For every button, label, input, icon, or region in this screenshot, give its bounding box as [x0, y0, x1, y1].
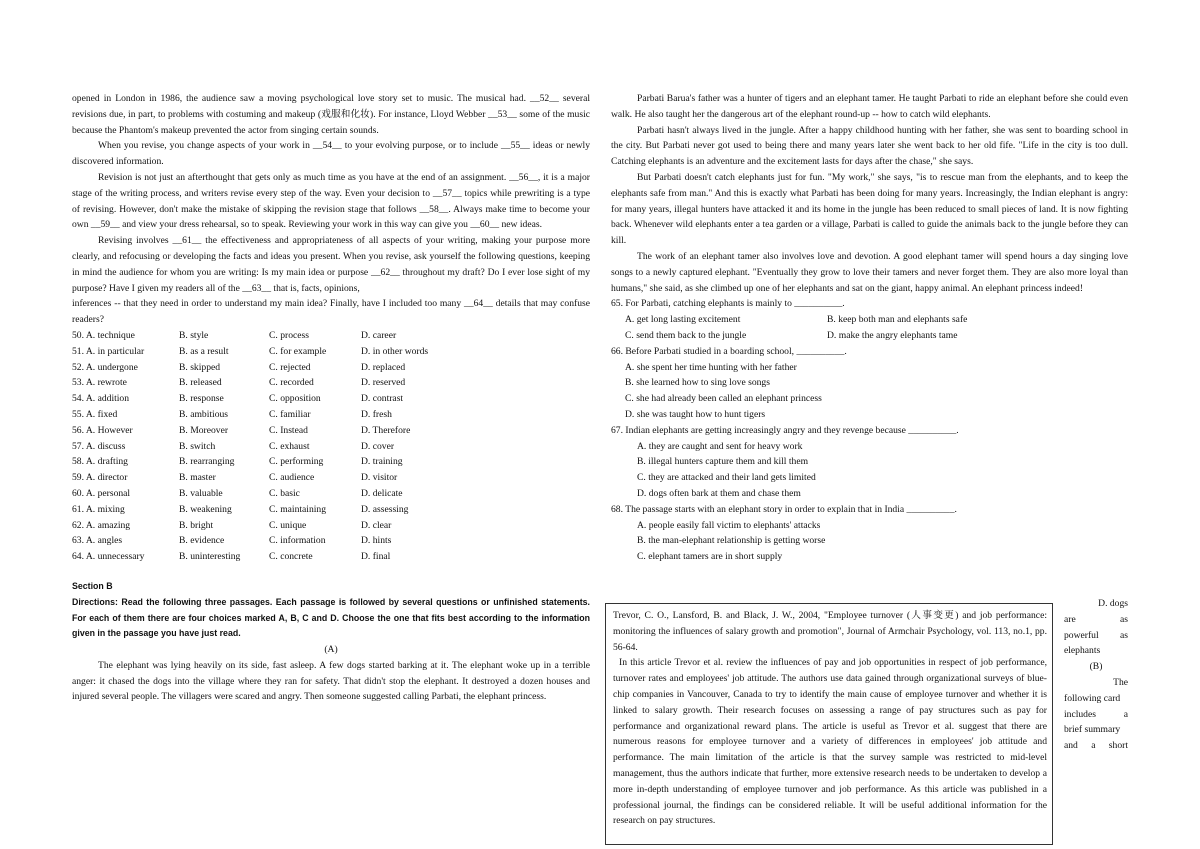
option-choice: D. fresh: [361, 408, 392, 420]
option-row: [72, 439, 590, 455]
option-row: [72, 486, 590, 502]
option-choice: D. assessing: [361, 503, 409, 515]
reference-card: [605, 603, 1053, 845]
question-66: 66. Before Parbati studied in a boarding school, __________.: [611, 345, 847, 357]
option-choice: 53. A. rewrote: [72, 377, 127, 389]
q66-option-a: A. she spent her time hunting with her father: [625, 361, 797, 373]
side-line-4: elephants: [1064, 645, 1101, 657]
option-choice: B. evidence: [179, 535, 225, 547]
passage-a-intro: The elephant was lying heavily on its side, fast asleep. A few dogs started barking at it. The elephant woke up in a terrible anger: it chased the dogs into the village where they ran for safety. That didn't stop the elephant. It destroyed a dozen houses and injured several people. The villagers were scared and angry. Then someone suggested calling Parbati, the elephant princess.: [72, 659, 590, 703]
option-row: [72, 533, 590, 549]
q66-option-d: D. she was taught how to hunt tigers: [625, 408, 766, 420]
left-column: [72, 91, 590, 705]
option-choice: B. bright: [179, 519, 214, 531]
q67-option-d: D. dogs often bark at them and chase them: [637, 487, 801, 499]
option-choice: B. rearranging: [179, 456, 235, 468]
option-choice: D. contrast: [361, 393, 404, 405]
q65-option-d: D. make the angry elephants tame: [827, 329, 958, 341]
q68-option-b: B. the man-elephant relationship is getting worse: [637, 535, 826, 547]
side-line-2: are as: [1064, 613, 1128, 625]
option-row: [72, 407, 590, 423]
option-choice: D. Therefore: [361, 424, 411, 436]
q67-option-c: C. they are attacked and their land gets limited: [637, 472, 816, 484]
section-directions: Directions: Read the following three passages. Each passage is followed by several questions or unfinished statements. For each of them there are four choices marked A, B, C and D. Choose the one that fits best according to the information given in the passage you have just read.: [72, 596, 590, 639]
q65-option-c: C. send them back to the jungle: [625, 329, 747, 341]
option-choice: 62. A. amazing: [72, 519, 131, 531]
option-choice: D. training: [361, 456, 403, 468]
option-choice: D. in other words: [361, 345, 429, 357]
side-line-1: D. dogs: [1098, 598, 1128, 609]
side-text: [1064, 596, 1128, 754]
passage-a-p2: Parbati Barua's father was a hunter of tigers and an elephant tamer. He taught Parbati to ride an elephant before she could even walk. He also taught her the dangerous art of the elephant round-up -- how to catch wild elephants.: [611, 93, 1128, 120]
q68-option-a: A. people easily fall victim to elephants' attacks: [637, 519, 821, 531]
side-line-5: (B): [1089, 661, 1103, 673]
option-choice: D. reserved: [361, 377, 406, 389]
option-choice: C. familiar: [269, 408, 311, 420]
passage-a-p3: Parbati hasn't always lived in the jungle. After a happy childhood hunting with her father, she was sent to boarding school in the city. But Parbati never got used to being there and many years later she went back to her old fife. "Life in the city is too dull. Catching elephants is an adventure and the excitement lasts for days after the chase," she says.: [611, 124, 1128, 168]
paragraph-revise-1: When you revise, you change aspects of your work in __54__ to your evolving purpose, or to include __55__ ideas or newly discovered information.: [72, 140, 590, 168]
side-line-8: includes a: [1064, 708, 1128, 720]
option-choice: C. process: [269, 329, 309, 341]
passage-a-p5: The work of an elephant tamer also involves love and devotion. A good elephant tamer will spend hours a day singing love songs to a newly captured elephant. "Eventually they grow to love their tamers and never forget them. They are also more loyal than humans," she said, as she climbed up one of her elephants and sat on the giant, happy animal. An elephant princess indeed!: [611, 250, 1128, 294]
option-choice: B. style: [179, 329, 209, 341]
option-choice: 54. A. addition: [72, 393, 130, 405]
option-row: [72, 328, 590, 344]
option-choice: 57. A. discuss: [72, 440, 126, 452]
option-choice: C. recorded: [269, 377, 314, 389]
option-choice: B. response: [179, 393, 224, 405]
paragraph-revise-3: Revising involves __61__ the effectiveness and appropriateness of all aspects of your writing, making your purpose more clearly, and refocusing or developing the facts and ideas you present. When you revise, ask yourself the following questions, keeping in mind the audience for whom you are writing: Is my main idea or purpose __62__ throughout my draft? Do I ever lose sight of my purpose? Have I given my readers all of the __63__ that is, facts, opinions,: [72, 235, 590, 294]
q67-option-b: B. illegal hunters capture them and kill them: [637, 456, 809, 468]
passage-label: (A): [324, 644, 338, 656]
option-choice: C. basic: [269, 487, 300, 499]
right-column: [611, 91, 1128, 565]
option-row: [72, 360, 590, 376]
q65-row-2: [611, 328, 1128, 344]
option-choice: D. final: [361, 551, 391, 563]
option-choice: B. uninteresting: [179, 551, 241, 563]
option-choice: C. rejected: [269, 361, 311, 373]
card-summary: In this article Trevor et al. review the influences of pay and job opportunities in respect of job performance, turnover rates and employees' job attitude. The authors use data gained through organizational surveys of blue-chip companies in Vancouver, Canada to try to identify the main cause of employee turnover and whether it is linked to salary growth. Their research focuses on assessing a range of pay structures such as pay for performance and organizational reward plans. The article is useful as Trevor et al. suggest that there are numerous reasons for employee turnover and a variety of differences in employees' job attitude and performance. The main limitation of the article is that the survey sample was restricted to mid-level management, thus the authors indicate that further, more extensive research needs to be undertaken to develop a more in-depth understanding of employee turnover and job performance. As this article was published in a professional journal, the findings can be considered reliable. It will be useful additional information for the research on pay structures.: [613, 657, 1047, 827]
option-choice: B. ambitious: [179, 408, 229, 420]
passage-a-p4: But Parbati doesn't catch elephants just for fun. "My work," she says, "is to rescue man from the elephants, and to keep the elephants safe from man." And this is exactly what Parbati has been doing for many years. Increasingly, the Indian elephant is angry: for many years, illegal hunters have attacked it and its home in the jungle has been reduced to small pieces of land. It is now fighting back. Whenever wild elephants enter a tea garden or a village, Parbati is called to guide the animals back to the jungle before they can kill.: [611, 171, 1128, 247]
question-67: 67. Indian elephants are getting increasingly angry and they revenge because __________.: [611, 424, 959, 436]
paragraph-musical: opened in London in 1986, the audience saw a moving psychological love story set to music. The musical had. __52__ several revisions due, in part, to problems with costuming and makeup (戏服和化妆). For instance, Lloyd Webber __53__ some of the music because the Phantom's makeup prevented the actor from singing certain sounds.: [72, 93, 590, 136]
option-row: [72, 375, 590, 391]
side-line-9: brief summary: [1064, 724, 1121, 736]
q65-option-a: A. get long lasting excitement: [625, 314, 741, 326]
option-choice: B. skipped: [179, 361, 221, 373]
option-choice: 56. A. However: [72, 424, 133, 436]
option-choice: D. hints: [361, 535, 392, 547]
option-choice: 51. A. in particular: [72, 345, 145, 357]
option-choice: C. unique: [269, 519, 307, 531]
option-choice: B. switch: [179, 440, 216, 452]
paragraph-revise-4: inferences -- that they need in order to understand my main idea? Finally, have I included too many __64__ details that may confuse readers?: [72, 298, 590, 326]
option-choice: B. valuable: [179, 487, 223, 499]
q67-option-a: A. they are caught and sent for heavy work: [637, 440, 803, 452]
option-choice: B. released: [179, 377, 222, 389]
side-line-3: powerful as: [1064, 629, 1128, 641]
option-choice: D. visitor: [361, 472, 398, 484]
option-row: [72, 502, 590, 518]
option-choice: C. concrete: [269, 551, 313, 563]
option-choice: D. clear: [361, 519, 392, 531]
option-choice: 59. A. director: [72, 472, 128, 484]
option-row: [72, 518, 590, 534]
cloze-options: [72, 328, 590, 565]
option-choice: C. Instead: [269, 424, 308, 436]
card-citation: Trevor, C. O., Lansford, B. and Black, J. W., 2004, "Employee turnover (人事变更) and job performance: monitoring the influences of salary growth and promotion", Journal of Armchair Psychology, vol. 113, no.1, pp. 56-64.: [613, 610, 1047, 653]
option-choice: B. weakening: [179, 503, 232, 515]
option-row: [72, 549, 590, 565]
side-line-6: The: [1113, 676, 1128, 688]
option-choice: B. as a result: [179, 345, 229, 357]
q66-option-c: C. she had already been called an elephant princess: [625, 393, 822, 405]
option-choice: D. delicate: [361, 487, 403, 499]
option-choice: 61. A. mixing: [72, 503, 125, 515]
option-choice: C. exhaust: [269, 440, 310, 452]
option-choice: D. career: [361, 329, 397, 341]
option-choice: 63. A. angles: [72, 535, 123, 547]
option-row: [72, 344, 590, 360]
option-choice: C. performing: [269, 456, 324, 468]
option-choice: 55. A. fixed: [72, 408, 118, 420]
section-title: Section B: [72, 580, 113, 591]
option-choice: C. information: [269, 535, 326, 547]
option-choice: 52. A. undergone: [72, 361, 138, 373]
option-choice: C. audience: [269, 472, 315, 484]
q65-row-1: [611, 312, 1128, 328]
option-row: [72, 423, 590, 439]
question-68: 68. The passage starts with an elephant story in order to explain that in India __________.: [611, 503, 957, 515]
question-65: 65. For Parbati, catching elephants is mainly to __________.: [611, 298, 845, 310]
option-choice: B. master: [179, 472, 216, 484]
option-choice: C. for example: [269, 345, 327, 357]
option-choice: 60. A. personal: [72, 487, 131, 499]
paragraph-revise-2: Revision is not just an afterthought that gets only as much time as you have at the end of an assignment. __56__, it is a major stage of the writing process, and writers revise every step of the way. Even your decision to __57__ topics while prewriting is a type of revising. However, don't make the mistake of skipping the revision stage that follows __58__. Always make time to become your own __59__ and view your dress rehearsal, so to speak. Reviewing your work in this way can give you __60__ new ideas.: [72, 171, 590, 231]
option-choice: C. maintaining: [269, 503, 327, 515]
option-choice: D. replaced: [361, 361, 406, 373]
option-row: [72, 470, 590, 486]
option-choice: C. opposition: [269, 393, 321, 405]
option-row: [72, 454, 590, 470]
q68-option-c: C. elephant tamers are in short supply: [637, 551, 783, 563]
option-choice: B. Moreover: [179, 424, 229, 436]
option-row: [72, 391, 590, 407]
side-line-10: and a short: [1064, 740, 1128, 752]
option-choice: 50. A. technique: [72, 329, 135, 341]
option-choice: D. cover: [361, 440, 395, 452]
q65-option-b: B. keep both man and elephants safe: [827, 314, 968, 326]
q66-option-b: B. she learned how to sing love songs: [625, 377, 770, 389]
option-choice: 58. A. drafting: [72, 456, 128, 468]
side-line-7: following card: [1064, 692, 1121, 704]
option-choice: 64. A. unnecessary: [72, 551, 145, 563]
